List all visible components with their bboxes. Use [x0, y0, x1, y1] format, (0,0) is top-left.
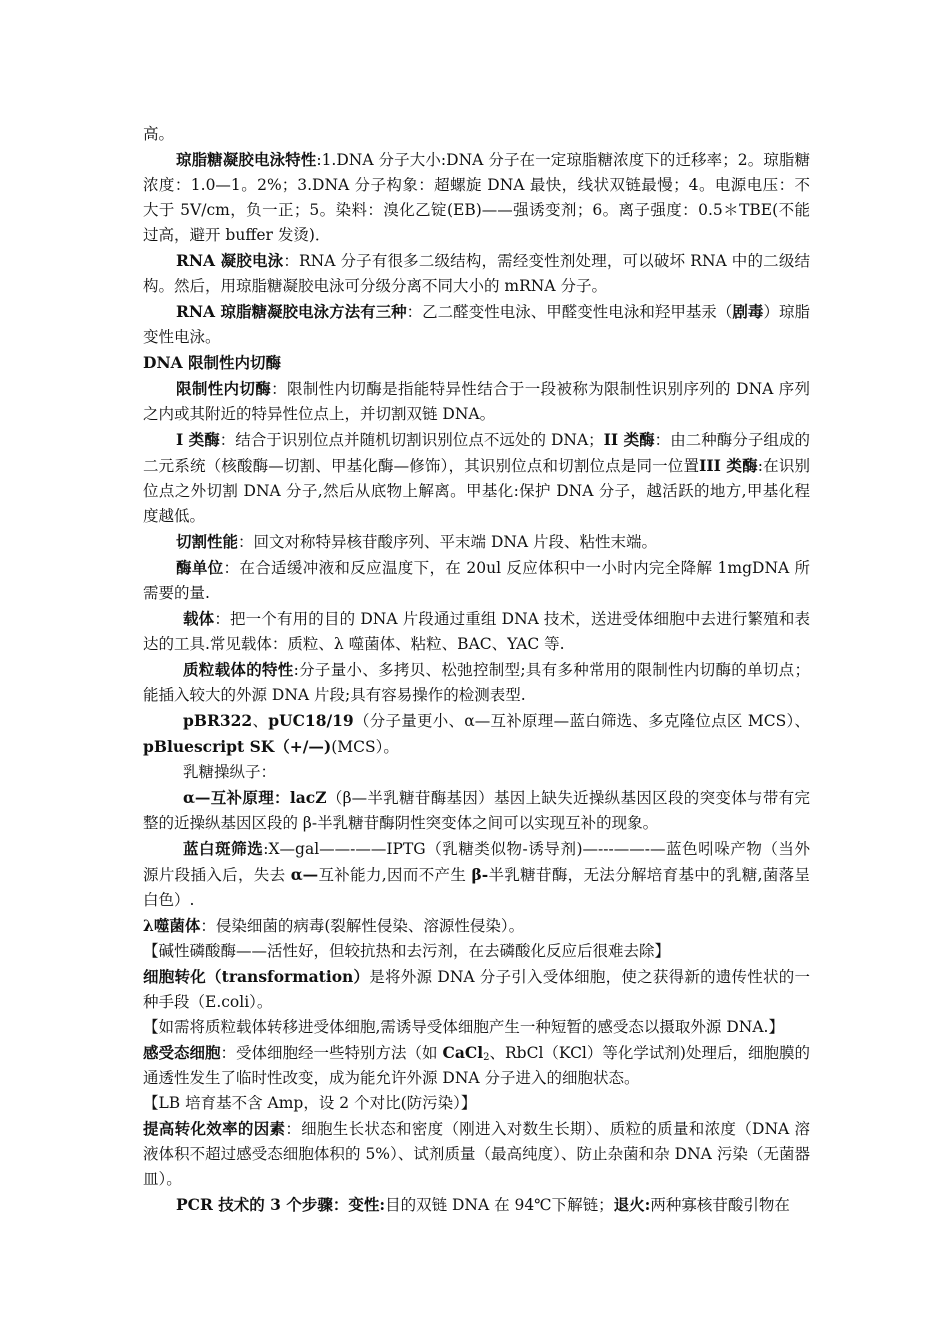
paragraph-alkaline-phosphatase [143, 939, 810, 964]
paragraph-text: ：乙二醛变性电泳、甲醛变性电泳和羟甲基汞（ [406, 303, 733, 321]
paragraph-text: 是将外源 DNA 分子引入受体细胞，使之获得新的遗传性状的一种手段（E.coli）。 [143, 968, 810, 1011]
term-heading: 感受态细胞 [143, 1043, 221, 1062]
paragraph-continuation [143, 122, 810, 147]
paragraph-plasmid [143, 657, 810, 708]
paragraph-text: 两种寡核苷酸引物在 [650, 1196, 790, 1214]
paragraph-text: 互补能力,因而不产生 [318, 866, 472, 884]
paragraph-text: ：受体细胞经一些特别方法（如 [220, 1044, 443, 1062]
paragraph-text: 乳糖操纵子： [183, 763, 277, 781]
paragraph-text: 、 [252, 712, 269, 730]
term-heading: 退火: [613, 1195, 651, 1214]
paragraph-text: ：侵染细菌的病毒(裂解性侵染、溶源性侵染）。 [200, 917, 525, 935]
paragraph-text: ：把一个有用的目的 DNA 片段通过重组 DNA 技术，送进受体细胞中去进行繁殖和表达的工具.常见载体：质粒、λ 噬菌体、粘粒、BAC、YAC 等. [143, 610, 810, 653]
term-heading: 载体 [183, 609, 215, 628]
paragraph-text: ）琼脂变性电泳。 [143, 303, 810, 346]
paragraph-text: 【LB 培育基不含 Amp，设 2 个对比(防污染）】 [143, 1094, 477, 1112]
term-heading: I 类酶 [176, 430, 220, 449]
term-heading: RNA 凝胶电泳 [176, 251, 284, 270]
paragraph-text: （分子量更小、α—互补原理—蓝白筛选、多克隆位点区 MCS）、 [353, 712, 810, 730]
paragraph-phage [143, 913, 810, 939]
paragraph-text: ：结合于识别位点并随机切割识别位点不远处的 DNA； [219, 431, 604, 449]
paragraph-cutting [143, 529, 810, 555]
term-heading: 细胞转化（transformation） [143, 967, 370, 986]
paragraph-text: :在识别位点之外切割 DNA 分子,然后从底物上解离。甲基化:保护 DNA 分子，越活跃的地方,甲基化程度越低。 [143, 457, 810, 525]
paragraph-blue-white [143, 836, 810, 913]
paragraph-agarose-electrophoresis [143, 147, 810, 248]
paragraph-text: 【如需将质粒载体转移进受体细胞,需诱导受体细胞产生一种短暂的感受态以摄取外源 DNA.】 [143, 1018, 784, 1036]
term-heading: 酶单位 [176, 558, 224, 577]
term-heading: 琼脂糖凝胶电泳特性 [176, 150, 317, 169]
term-heading: pBluescript SK（+/—) [143, 737, 332, 756]
term-heading: 提高转化效率的因素 [143, 1119, 286, 1138]
term-heading: PCR 技术的 3 个步骤：变性: [176, 1195, 386, 1214]
paragraph-efficiency [143, 1116, 810, 1192]
paragraph-rna-methods [143, 299, 810, 350]
section-heading [143, 350, 810, 376]
paragraph-transformation [143, 964, 810, 1015]
paragraph-text: :1.DNA 分子大小:DNA 分子在一定琼脂糖浓度下的迁移率；2。琼脂糖浓度：1.0—1。2%；3.DNA 分子构象：超螺旋 DNA 最快，线状双链最慢；4。电源电压：不大于 5V/cm，负一正；5。染料：溴化乙锭(EB)——强诱变剂；6。离子强度：0.5＊TBE(不能过高，避开 buffer 发烫)． [143, 151, 810, 244]
term-heading: pBR322 [183, 711, 253, 730]
term-emphasis: 剧毒 [732, 302, 764, 321]
paragraph-text: 半乳糖苷酶，无法分解培育基中的乳糖,菌落呈白色）. [143, 866, 810, 909]
paragraph-competent-cell [143, 1040, 810, 1091]
paragraph-text: :分子量小、多拷贝、松弛控制型;具有多种常用的限制性内切酶的单切点；能插入较大的外源 DNA 片段;具有容易操作的检测表型. [143, 661, 810, 704]
paragraph-restriction-enzyme [143, 376, 810, 427]
subscript: 2 [483, 1052, 490, 1063]
paragraph-text: 高。 [143, 125, 175, 143]
paragraph-lb-medium [143, 1091, 810, 1116]
term-heading: II 类酶 [603, 430, 655, 449]
term-heading: pUC18/19 [268, 711, 354, 730]
term-heading: III 类酶 [699, 456, 758, 475]
paragraph-text: ：回文对称特异核苷酸序列、平末端 DNA 片段、粘性末端。 [238, 533, 658, 551]
term-heading: 蓝白斑筛选 [183, 839, 264, 858]
paragraph-competence-note [143, 1015, 810, 1040]
term-heading: 质粒载体的特性 [183, 660, 294, 679]
term-emphasis: β- [471, 865, 489, 884]
term-emphasis: CaCl [442, 1043, 484, 1062]
section-title: DNA 限制性内切酶 [143, 353, 282, 372]
paragraph-text: ：由二种酶分子组成的二元系统（核酸酶—切割、甲基化酶—修饰），其识别位点和切割位点是同一位置 [143, 431, 810, 475]
paragraph-alpha-complementation [143, 785, 810, 836]
paragraph-text: 【碱性磷酸酶——活性好，但较抗热和去污剂，在去磷酸化反应后很难去除】 [143, 942, 671, 960]
paragraph-text: （β—半乳糖苷酶基因）基因上缺失近操纵基因区段的突变体与带有完整的近操纵基因区段的 β-半乳糖苷酶阴性突变体之间可以实现互补的现象。 [143, 789, 810, 832]
paragraph-pcr [143, 1192, 810, 1218]
paragraph-text: 目的双链 DNA 在 94℃下解链； [385, 1196, 614, 1214]
paragraph-enzyme-types [143, 427, 810, 529]
paragraph-text: ：细胞生长状态和密度（刚进入对数生长期）、质粒的质量和浓度（DNA 溶液体积不超过感受态细胞体积的 5%）、试剂质量（最高纯度）、防止杂菌和杂 DNA 污染（无菌器皿）。 [143, 1120, 810, 1188]
term-heading: 切割性能 [176, 532, 239, 551]
paragraph-lac-operon [143, 760, 810, 785]
term-heading: α—互补原理：lacZ [183, 788, 327, 807]
paragraph-rna-gel [143, 248, 810, 299]
term-heading: λ噬菌体 [143, 916, 201, 935]
paragraph-vector [143, 606, 810, 657]
paragraph-text: (MCS）。 [331, 738, 399, 756]
paragraph-text: ：在合适缓冲液和反应温度下，在 20ul 反应体积中一小时内完全降解 1mgDNA 所需要的量. [143, 559, 810, 602]
paragraph-text: 、RbCl（KCl）等化学试剂)处理后，细胞膜的通透性发生了临时性改变，成为能允许外源 DNA 分子进入的细胞状态。 [143, 1044, 810, 1087]
paragraph-text: :X—gal——-——IPTG（乳糖类似物-诱导剂)—---——-—蓝色吲哚产物（当外源片段插入后，失去 [143, 840, 810, 884]
term-emphasis: α— [290, 865, 319, 884]
term-heading: 限制性内切酶 [176, 379, 272, 398]
paragraph-enzyme-unit [143, 555, 810, 606]
term-heading: RNA 琼脂糖凝胶电泳方法有三种 [176, 302, 407, 321]
document-body [143, 122, 810, 1218]
paragraph-text: ：RNA 分子有很多二级结构，需经变性剂处理，可以破坏 RNA 中的二级结构。然后，用琼脂糖凝胶电泳可分级分离不同大小的 mRNA 分子。 [143, 252, 810, 295]
paragraph-plasmid-types [143, 708, 810, 760]
paragraph-text: ：限制性内切酶是指能特异性结合于一段被称为限制性识别序列的 DNA 序列之内或其附近的特异性位点上，并切割双链 DNA。 [143, 380, 810, 423]
